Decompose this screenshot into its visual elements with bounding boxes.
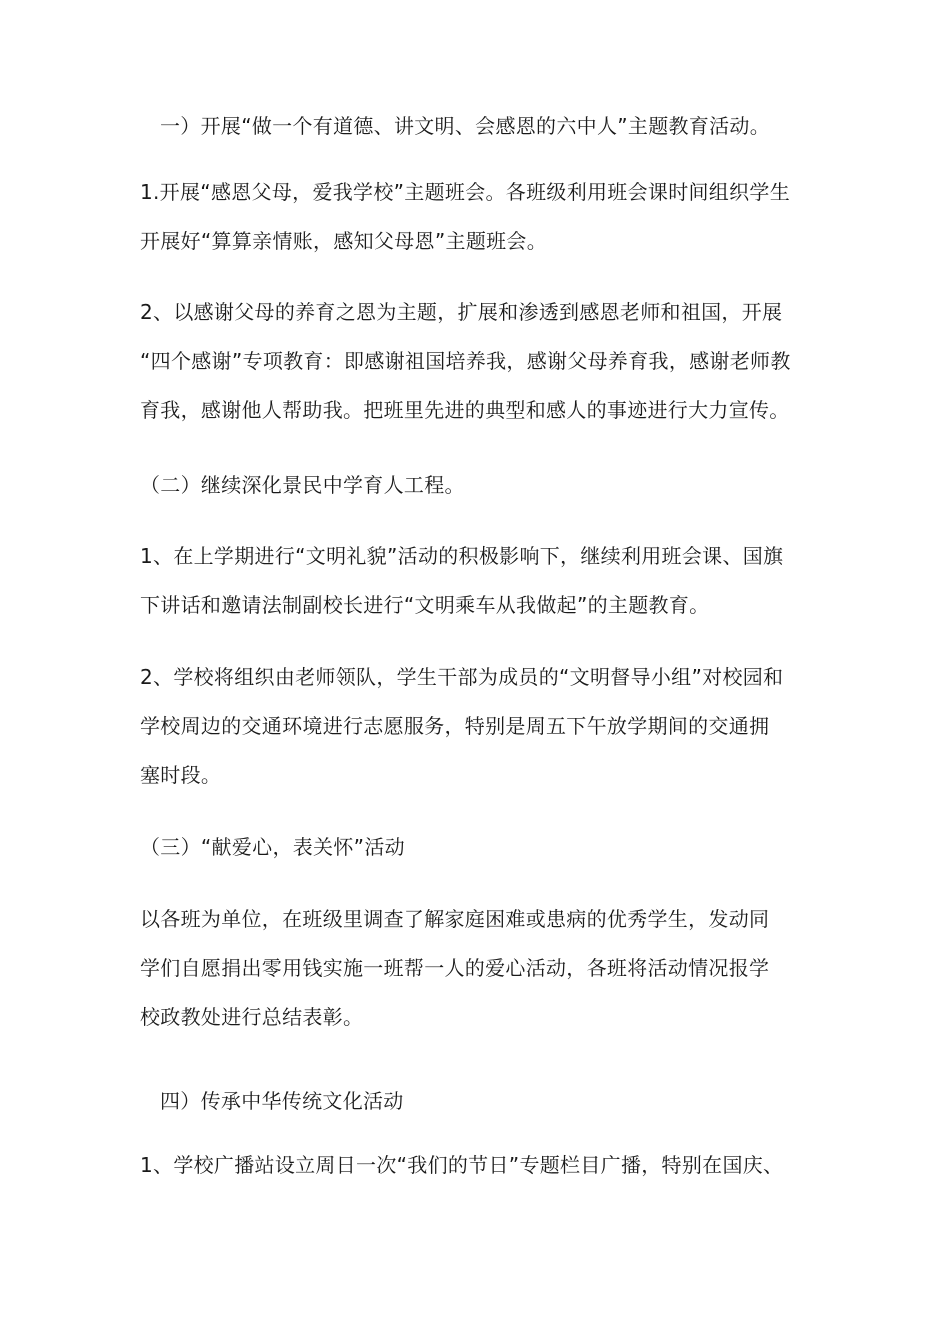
paragraph-2-2 bbox=[140, 653, 830, 800]
text-line: 1、学校广播站设立周日一次“我们的节日”专题栏目广播，特别在国庆、 bbox=[140, 1153, 784, 1177]
paragraph-1-1 bbox=[140, 168, 830, 266]
paragraph-1-2 bbox=[140, 288, 830, 435]
text-line: 以各班为单位，在班级里调查了解家庭困难或患病的优秀学生，发动同 bbox=[140, 907, 770, 931]
text-line: 2、以感谢父母的养育之恩为主题，扩展和渗透到感恩老师和祖国，开展 bbox=[140, 300, 783, 324]
text-line: 校政教处进行总结表彰。 bbox=[140, 1005, 364, 1029]
heading-2 bbox=[140, 461, 830, 510]
heading-1 bbox=[160, 102, 850, 151]
text-line: 1.开展“感恩父母，爱我学校”主题班会。各班级利用班会课时间组织学生 bbox=[140, 180, 791, 204]
text-line: 塞时段。 bbox=[140, 763, 222, 787]
text-line: 育我，感谢他人帮助我。把班里先进的典型和感人的事迹进行大力宣传。 bbox=[140, 398, 790, 422]
heading-4 bbox=[160, 1077, 850, 1126]
text-line: 2、学校将组织由老师领队，学生干部为成员的“文明督导小组”对校园和 bbox=[140, 665, 784, 689]
text-line: “四个感谢”专项教育：即感谢祖国培养我，感谢父母养育我，感谢老师教 bbox=[140, 349, 791, 373]
text-line: （三）“献爱心，表关怀”活动 bbox=[140, 835, 405, 859]
paragraph-3-1 bbox=[140, 895, 830, 1042]
paragraph-2-1 bbox=[140, 532, 830, 630]
text-line: 下讲话和邀请法制副校长进行“文明乘车从我做起”的主题教育。 bbox=[140, 593, 710, 617]
text-line: 四）传承中华传统文化活动 bbox=[160, 1089, 404, 1113]
text-line: 1、在上学期进行“文明礼貌”活动的积极影响下，继续利用班会课、国旗 bbox=[140, 544, 784, 568]
heading-3 bbox=[140, 823, 830, 872]
text-line: 开展好“算算亲情账，感知父母恩”主题班会。 bbox=[140, 229, 548, 253]
text-line: 学们自愿捐出零用钱实施一班帮一人的爱心活动，各班将活动情况报学 bbox=[140, 956, 770, 980]
text-line: （二）继续深化景民中学育人工程。 bbox=[140, 473, 465, 497]
paragraph-4-1 bbox=[140, 1141, 830, 1190]
text-line: 一）开展“做一个有道德、讲文明、会感恩的六中人”主题教育活动。 bbox=[160, 114, 771, 138]
text-line: 学校周边的交通环境进行志愿服务，特别是周五下午放学期间的交通拥 bbox=[140, 714, 770, 738]
